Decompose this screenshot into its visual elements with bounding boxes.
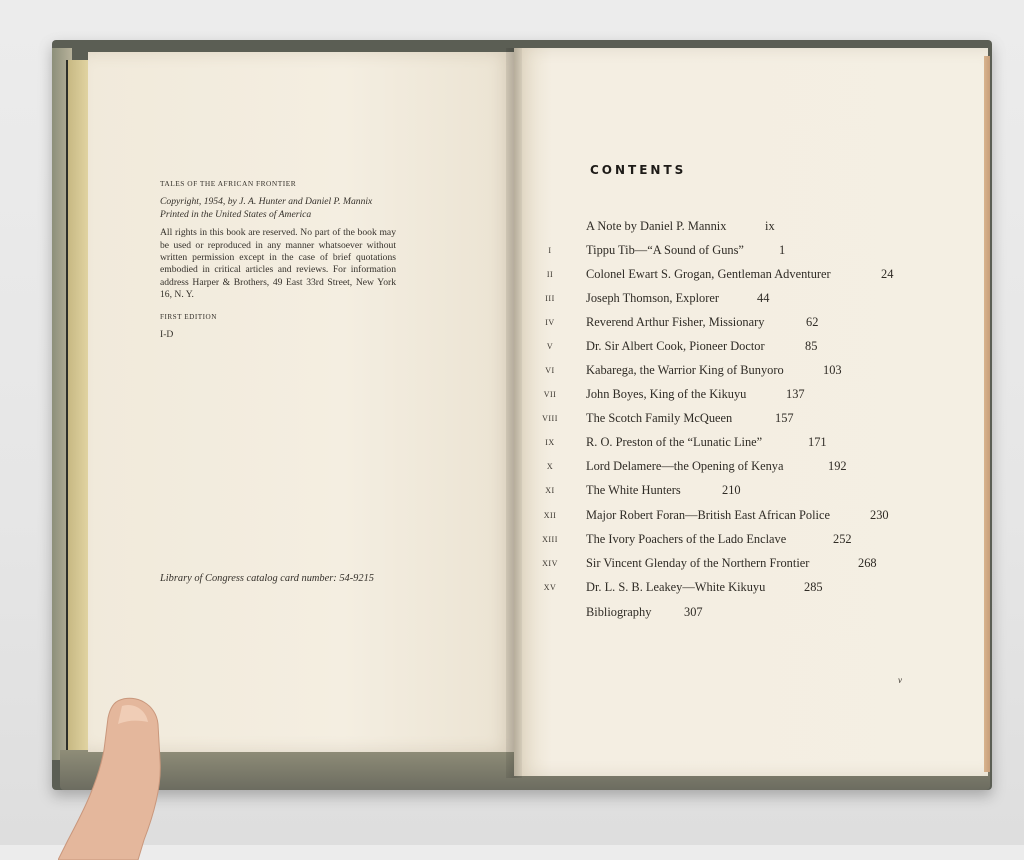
chapter-title: Tippu Tib—“A Sound of Guns” bbox=[586, 243, 744, 257]
chapter-title: Kabarega, the Warrior King of Bunyoro bbox=[586, 363, 784, 377]
chapter-title: Bibliography bbox=[586, 605, 652, 619]
chapter-title: The White Hunters bbox=[586, 483, 681, 497]
edition-label: FIRST EDITION bbox=[160, 312, 217, 321]
chapter-number: XI bbox=[545, 486, 555, 495]
series-title: TALES OF THE AFRICAN FRONTIER bbox=[160, 179, 297, 188]
copyright-block bbox=[160, 178, 396, 341]
chapter-number: II bbox=[546, 270, 554, 279]
chapter-page-number: 103 bbox=[823, 363, 842, 377]
chapter-page-number: 24 bbox=[881, 267, 894, 281]
chapter-page-number: 62 bbox=[806, 315, 819, 329]
chapter-page-number: 210 bbox=[722, 483, 741, 497]
chapter-page-number: 192 bbox=[828, 459, 847, 473]
chapter-page-number: 157 bbox=[775, 411, 794, 425]
chapter-page-number: 1 bbox=[779, 243, 786, 257]
chapter-page-number: 307 bbox=[684, 605, 703, 619]
chapter-title: John Boyes, King of the Kikuyu bbox=[586, 387, 747, 401]
chapter-title: A Note by Daniel P. Mannix bbox=[586, 219, 727, 233]
chapter-number: V bbox=[546, 342, 554, 351]
contents-heading: CONTENTS bbox=[590, 163, 687, 177]
left-page bbox=[88, 52, 514, 752]
chapter-number: VII bbox=[543, 390, 557, 399]
chapter-number: I bbox=[548, 246, 552, 255]
loc-catalog-number: Library of Congress catalog card number: 54-9215 bbox=[160, 573, 374, 584]
chapter-title: The Ivory Poachers of the Lado Enclave bbox=[586, 532, 787, 546]
chapter-title: Colonel Ewart S. Grogan, Gentleman Adventurer bbox=[586, 267, 831, 281]
chapter-page-number: 285 bbox=[804, 580, 823, 594]
chapter-number: IX bbox=[545, 438, 555, 447]
endpaper-strip bbox=[66, 60, 90, 750]
chapter-page-number: 268 bbox=[858, 556, 877, 570]
chapter-page-number: ix bbox=[765, 219, 775, 233]
chapter-page-number: 230 bbox=[870, 508, 889, 522]
chapter-page-number: 44 bbox=[757, 291, 770, 305]
chapter-number: XIII bbox=[542, 535, 558, 544]
chapter-number: XV bbox=[543, 583, 557, 592]
page-edge-right bbox=[984, 56, 990, 772]
chapter-page-number: 171 bbox=[808, 435, 827, 449]
chapter-number: XII bbox=[543, 511, 557, 520]
rights-paragraph: All rights in this book are reserved. No part of the book may be used or reproduced in any manner whatsoever without written permission except in the case of brief quotations embodied in critical articles and reviews. For information address Harper & Brothers, 49 East 33rd Street, New York 16, N. Y. bbox=[160, 227, 396, 301]
chapter-title: Sir Vincent Glenday of the Northern Frontier bbox=[586, 556, 810, 570]
chapter-title: Joseph Thomson, Explorer bbox=[586, 291, 719, 305]
chapter-number: IV bbox=[545, 318, 555, 327]
chapter-title: Dr. L. S. B. Leakey—White Kikuyu bbox=[586, 580, 766, 594]
chapter-number: VI bbox=[545, 366, 555, 375]
chapter-title: Major Robert Foran—British East African Police bbox=[586, 508, 830, 522]
chapter-number: VIII bbox=[542, 414, 558, 423]
copyright-line: Copyright, 1954, by J. A. Hunter and Daniel P. Mannix bbox=[160, 196, 373, 208]
chapter-title: R. O. Preston of the “Lunatic Line” bbox=[586, 435, 763, 449]
chapter-title: Lord Delamere—the Opening of Kenya bbox=[586, 459, 784, 473]
chapter-number: III bbox=[545, 294, 555, 303]
chapter-number: XIV bbox=[542, 559, 558, 568]
chapter-page-number: 137 bbox=[786, 387, 805, 401]
book-gutter bbox=[506, 48, 522, 778]
finger-image bbox=[58, 690, 168, 860]
printed-line: Printed in the United States of America bbox=[160, 208, 312, 220]
chapter-number: X bbox=[546, 462, 554, 471]
page-folio: v bbox=[898, 675, 902, 685]
chapter-title: Dr. Sir Albert Cook, Pioneer Doctor bbox=[586, 339, 765, 353]
chapter-title: The Scotch Family McQueen bbox=[586, 411, 733, 425]
chapter-title: Reverend Arthur Fisher, Missionary bbox=[586, 315, 765, 329]
print-code: I-D bbox=[160, 329, 174, 341]
chapter-page-number: 252 bbox=[833, 532, 852, 546]
chapter-page-number: 85 bbox=[805, 339, 818, 353]
